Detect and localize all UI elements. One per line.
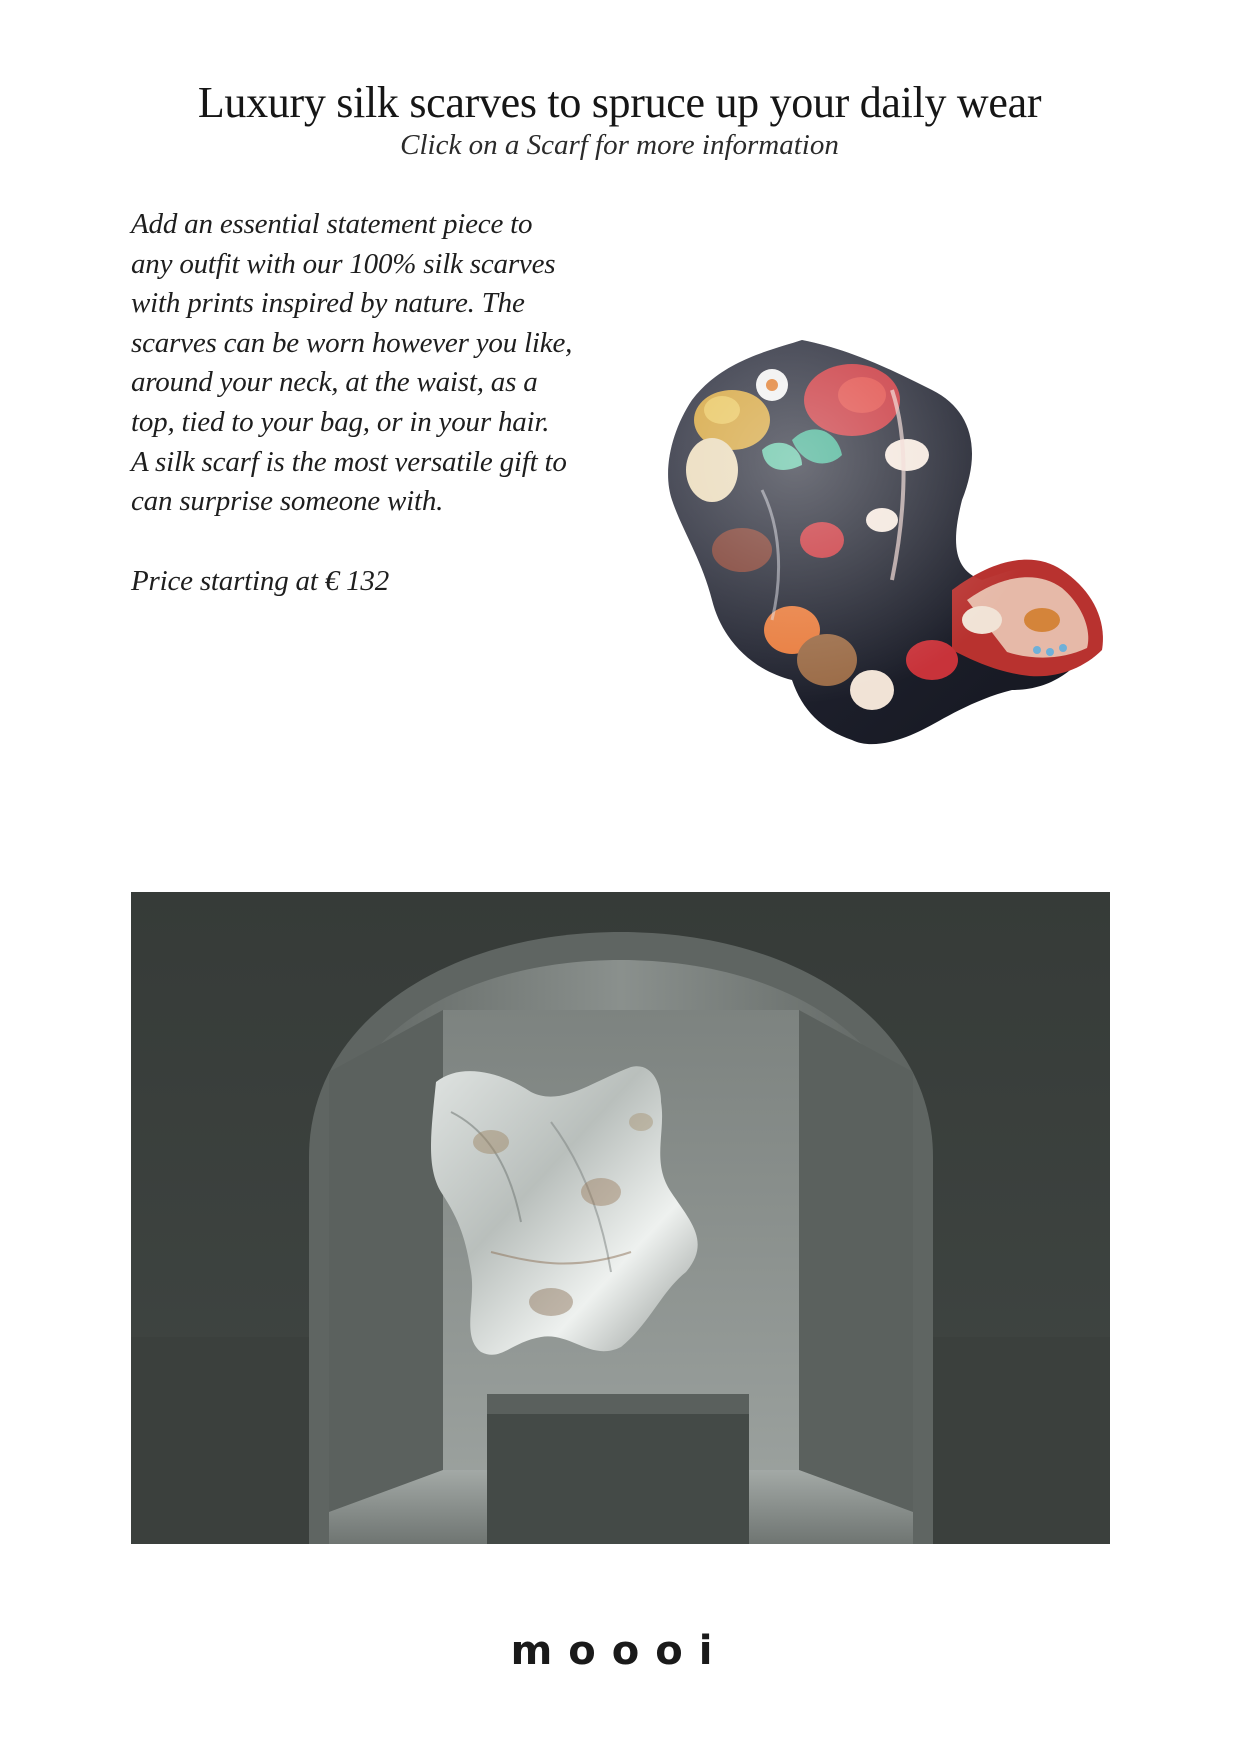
description-line: A silk scarf is the most versatile gift to: [131, 445, 567, 478]
floral-silk-scarf-image[interactable]: [652, 330, 1112, 760]
description-line: any outfit with our 100% silk scarves: [131, 247, 556, 280]
description-line: scarves can be worn however you like,: [131, 326, 573, 359]
product-description: [131, 205, 611, 522]
description-line: Add an essential statement piece to: [131, 208, 533, 240]
page-subtitle: Click on a Scarf for more information: [400, 129, 839, 161]
description-line: top, tied to your bag, or in your hair.: [131, 405, 550, 438]
silver-silk-scarf-in-arch-image[interactable]: [131, 892, 1110, 1544]
description-line: with prints inspired by nature. The: [131, 287, 525, 320]
description-line: can surprise someone with.: [131, 485, 444, 518]
page-title: Luxury silk scarves to spruce up your daily wear: [197, 78, 1042, 127]
brand-logo[interactable]: moooi: [510, 1628, 729, 1674]
description-line: around your neck, at the waist, as a: [131, 366, 538, 399]
price-text: Price starting at € 132: [131, 565, 390, 597]
